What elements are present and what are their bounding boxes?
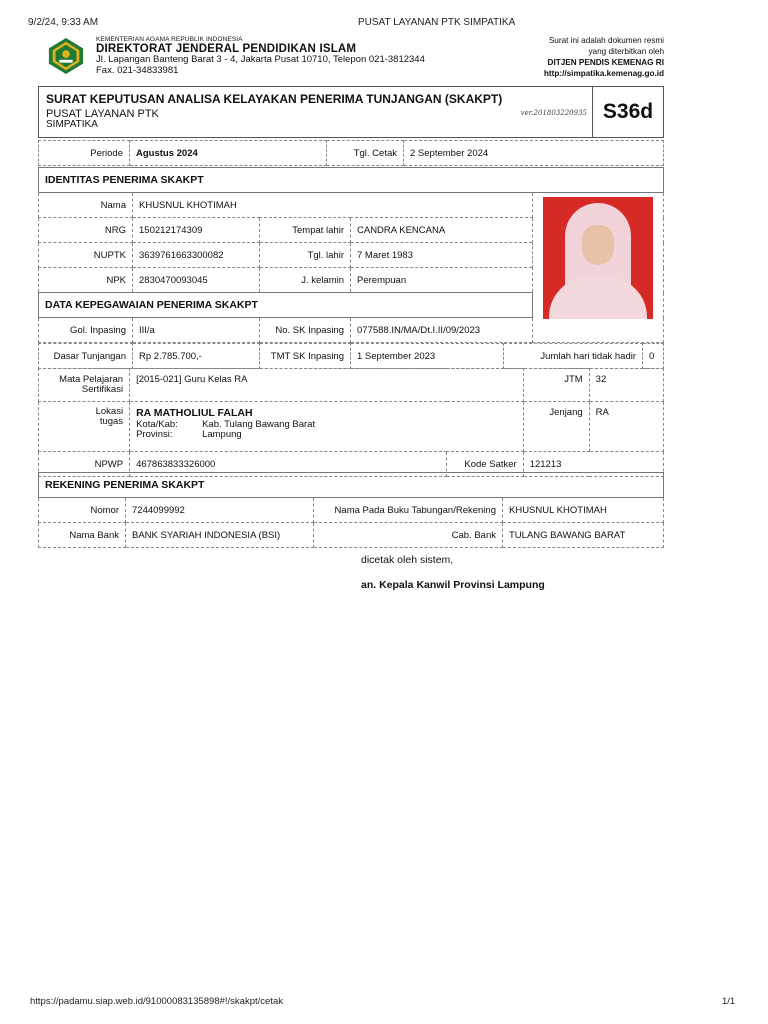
document-title: SURAT KEPUTUSAN ANALISA KELAYAKAN PENERIMA TUNJANGAN (SKAKPT)	[46, 92, 503, 106]
mapel-label-1: Mata Pelajaran	[59, 374, 124, 385]
tempat-lahir-value: CANDRA KENCANA	[351, 218, 533, 243]
signature-authority: an. Kepala Kanwil Provinsi Lampung	[361, 579, 545, 591]
jenis-kelamin-value: Perempuan	[351, 268, 533, 293]
bank-section-title: REKENING PENERIMA SKAKPT	[39, 473, 664, 498]
official-note	[544, 35, 664, 79]
sk-value: 077588.IN/MA/Dt.I.II/09/2023	[351, 318, 533, 343]
print-datetime: 9/2/24, 9:33 AM	[28, 17, 99, 28]
school-region	[136, 420, 517, 439]
tmt-label: TMT SK Inpasing	[260, 344, 351, 369]
sk-label: No. SK Inpasing	[260, 318, 351, 343]
tempat-lahir-label: Tempat lahir	[260, 218, 351, 243]
nrg-value: 150212174309	[133, 218, 260, 243]
dasar-label: Dasar Tunjangan	[39, 344, 133, 369]
identity-section-title: IDENTITAS PENERIMA SKAKPT	[39, 168, 664, 193]
signature-note: dicetak oleh sistem,	[361, 554, 454, 566]
dasar-table	[38, 343, 664, 369]
bank-name-label: Nama Bank	[39, 523, 126, 548]
mapel-value: [2015-021] Guru Kelas RA	[130, 369, 524, 402]
npwp-value: 467863833326000	[130, 452, 447, 477]
rekening-nama-label: Nama Pada Buku Tabungan/Rekening	[314, 498, 503, 523]
document-code: S36d	[592, 86, 664, 138]
kota-label: Kota/Kab:	[136, 419, 178, 430]
gol-value: III/a	[133, 318, 260, 343]
print-url: https://padamu.siap.web.id/91000083135898#!/skakpt/cetak	[30, 996, 283, 1007]
jtm-label: JTM	[523, 369, 589, 402]
nuptk-value: 3639761663300082	[133, 243, 260, 268]
note-issuer: DITJEN PENDIS KEMENAG RI	[547, 58, 664, 67]
bank-name-value: BANK SYARIAH INDONESIA (BSI)	[126, 523, 314, 548]
lokasi-label-1: Lokasi	[95, 406, 124, 417]
nama-value: KHUSNUL KHOTIMAH	[133, 193, 533, 218]
photo-cell	[533, 193, 664, 343]
org-address	[96, 55, 425, 76]
employment-section-title: DATA KEPEGAWAIAN PENERIMA SKAKPT	[39, 293, 533, 318]
school-name: RA MATHOLIUL FALAH	[136, 407, 253, 419]
document-title-box	[38, 86, 625, 138]
ministry-name: KEMENTERIAN AGAMA REPUBLIK INDONESIA	[96, 36, 243, 43]
recipient-photo	[543, 197, 653, 319]
gol-label: Gol. Inpasing	[39, 318, 133, 343]
provinsi-value: Lampung	[202, 428, 242, 440]
tmt-value: 1 September 2023	[351, 344, 504, 369]
document-subtitle-2: SIMPATIKA	[46, 119, 98, 130]
rekening-nomor-value: 7244099992	[126, 498, 314, 523]
lokasi-value	[130, 402, 524, 452]
kemenag-logo-icon	[47, 37, 85, 75]
print-page-count: 1/1	[722, 996, 736, 1007]
npwp-label: NPWP	[39, 452, 130, 477]
print-page-title: PUSAT LAYANAN PTK SIMPATIKA	[358, 17, 516, 28]
note-line: yang diterbitkan oleh	[588, 47, 664, 56]
provinsi-label: Provinsi:	[136, 428, 173, 440]
dasar-value: Rp 2.785.700,-	[133, 344, 260, 369]
document-subtitle: PUSAT LAYANAN PTK	[46, 108, 159, 120]
lokasi-label-2: tugas	[99, 416, 124, 427]
period-value: Agustus 2024	[130, 141, 327, 166]
jenis-kelamin-label: J. kelamin	[260, 268, 351, 293]
satker-value: 121213	[523, 452, 663, 477]
tgl-lahir-label: Tgl. lahir	[260, 243, 351, 268]
nrg-label: NRG	[39, 218, 133, 243]
period-label: Periode	[39, 141, 130, 166]
satker-label: Kode Satker	[447, 452, 523, 477]
hari-label: Jumlah hari tidak hadir	[504, 344, 643, 369]
print-date-label: Tgl. Cetak	[327, 141, 404, 166]
jtm-value: 32	[589, 369, 663, 402]
bank-branch-value: TULANG BAWANG BARAT	[503, 523, 664, 548]
bank-table	[38, 472, 664, 548]
rekening-nomor-label: Nomor	[39, 498, 126, 523]
jenjang-label: Jenjang	[523, 402, 589, 452]
assignment-table	[38, 368, 664, 477]
npk-label: NPK	[39, 268, 133, 293]
note-url: http://simpatika.kemenag.go.id	[543, 69, 664, 78]
npk-value: 2830470093045	[133, 268, 260, 293]
hari-value: 0	[643, 344, 664, 369]
mapel-label-2: Sertifikasi	[81, 384, 124, 395]
nama-label: Nama	[39, 193, 133, 218]
note-line: Surat ini adalah dokumen resmi	[548, 36, 664, 45]
version-label: ver.201803220935	[520, 109, 587, 117]
mapel-label	[39, 369, 130, 402]
print-date-value: 2 September 2024	[404, 141, 664, 166]
lokasi-label	[39, 402, 130, 452]
address-line: Jl. Lapangan Banteng Barat 3 - 4, Jakarta Pusat 10710, Telepon 021-3812344	[96, 54, 425, 65]
fax-line: Fax. 021-34833981	[96, 64, 179, 76]
directorate-name: DIREKTORAT JENDERAL PENDIDIKAN ISLAM	[96, 43, 357, 55]
rekening-nama-value: KHUSNUL KHOTIMAH	[503, 498, 664, 523]
period-table	[38, 140, 664, 166]
nuptk-label: NUPTK	[39, 243, 133, 268]
jenjang-value: RA	[589, 402, 663, 452]
tgl-lahir-value: 7 Maret 1983	[351, 243, 533, 268]
bank-branch-label: Cab. Bank	[314, 523, 503, 548]
identity-table	[38, 167, 664, 343]
kota-value: Kab. Tulang Bawang Barat	[202, 419, 316, 430]
